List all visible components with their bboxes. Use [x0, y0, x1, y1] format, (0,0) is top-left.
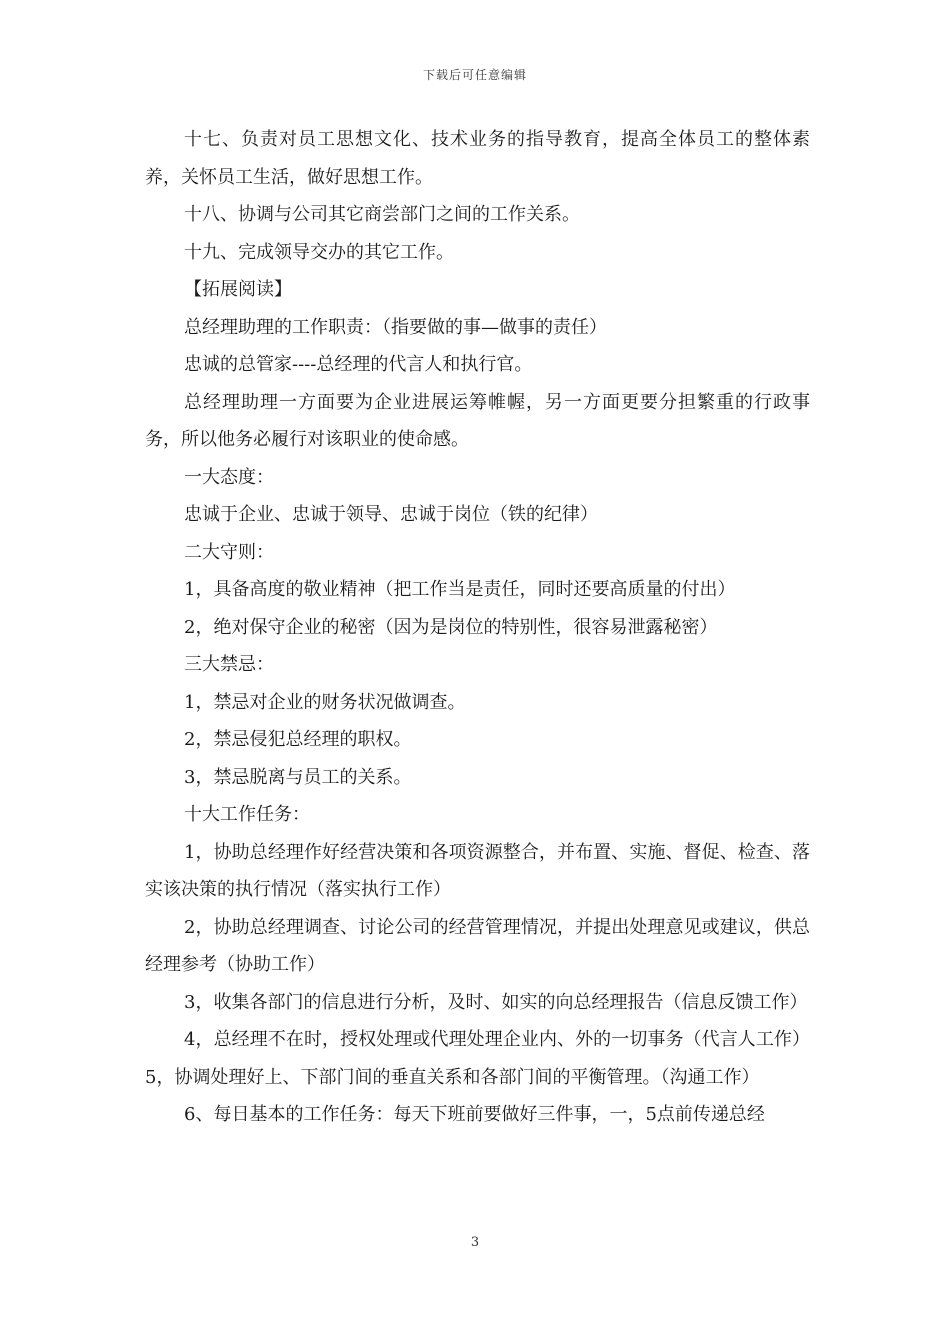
document-body — [145, 121, 810, 1134]
list-item: 2，绝对保守企业的秘密（因为是岗位的特别性，很容易泄露秘密） — [184, 616, 718, 638]
list-item: 3，收集各部门的信息进行分析，及时、如实的向总经理报告（信息反馈工作） — [184, 991, 808, 1013]
paragraph: 总经理助理的工作职责：（指要做的事—做事的责任） — [184, 316, 607, 338]
list-item: 1，禁忌对企业的财务状况做调查。 — [184, 691, 466, 713]
section-heading: 【拓展阅读】 — [184, 279, 292, 300]
list-item: 1，具备高度的敬业精神（把工作当是责任，同时还要高质量的付出） — [184, 579, 736, 600]
page-number: 3 — [470, 1235, 480, 1250]
subheading: 一大态度： — [184, 466, 274, 488]
list-item: 6、每日基本的工作任务：每天下班前要做好三件事，一，5点前传递总经 — [184, 1104, 765, 1125]
paragraph: 忠诚的总管家----总经理的代言人和执行官。 — [184, 354, 533, 375]
paragraph: 十八、协调与公司其它商尝部门之间的工作关系。 — [184, 204, 580, 225]
paragraph: 十七、负责对员工思想文化、技术业务的指导教育，提高全体员工的整体素养，关怀员工生活，做好思想工作。 — [145, 129, 810, 188]
subheading: 二大守则： — [184, 541, 274, 563]
paragraph: 忠诚于企业、忠诚于领导、忠诚于岗位（铁的纪律） — [184, 504, 598, 525]
subheading: 十大工作任务： — [184, 804, 310, 825]
subheading: 三大禁忌： — [184, 654, 274, 675]
list-item: 4，总经理不在时，授权处理或代理处理企业内、外的一切事务（代言人工作）5，协调处理好上、下部门间的垂直关系和各部门间的平衡管理。（沟通工作） — [145, 1029, 810, 1088]
list-item: 2，协助总经理调查、讨论公司的经营管理情况，并提出处理意见或建议，供总经理参考（协助工作） — [145, 916, 810, 975]
list-item: 1，协助总经理作好经营决策和各项资源整合，并布置、实施、督促、检查、落实该决策的执行情况（落实执行工作） — [145, 841, 810, 900]
page-header-note: 下载后可任意编辑 — [422, 68, 527, 82]
list-item: 2，禁忌侵犯总经理的职权。 — [184, 729, 412, 750]
paragraph: 十九、完成领导交办的其它工作。 — [184, 241, 454, 263]
paragraph: 总经理助理一方面要为企业进展运筹帷幄，另一方面更要分担繁重的行政事务，所以他务必履行对该职业的使命感。 — [145, 391, 810, 450]
list-item: 3，禁忌脱离与员工的关系。 — [184, 766, 412, 788]
